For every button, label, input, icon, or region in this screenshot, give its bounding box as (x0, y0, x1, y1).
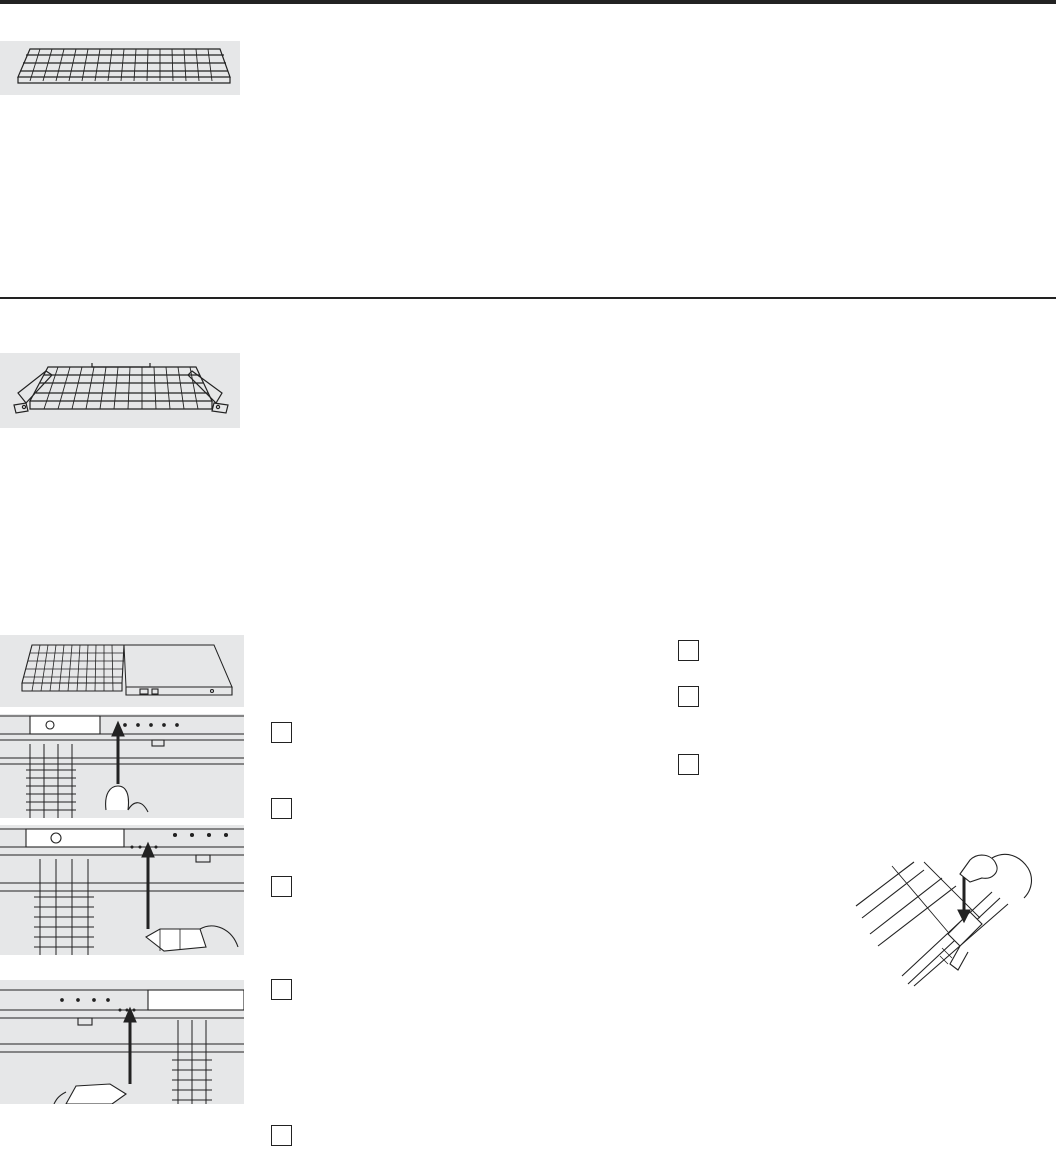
rack-extended-illustration (0, 635, 244, 707)
step2-lubricate-illustration (0, 825, 244, 955)
step1-slide-illustration (0, 714, 244, 818)
step-1-number (271, 722, 292, 743)
step-2-number (271, 798, 292, 819)
flat-rack-illustration (0, 41, 240, 95)
top-rule (0, 0, 1056, 4)
step-6-number (678, 640, 699, 661)
step-3-number (271, 876, 292, 897)
step4-lubricate-illustration (0, 980, 244, 1104)
step-5-number (271, 1125, 292, 1146)
lubricate-track-illustration (852, 848, 1042, 988)
step-4-number (271, 979, 292, 1000)
section-rule (0, 297, 1056, 299)
step-7-number (678, 686, 699, 707)
extension-rack-illustration (0, 353, 240, 428)
step-8-number (678, 754, 699, 775)
